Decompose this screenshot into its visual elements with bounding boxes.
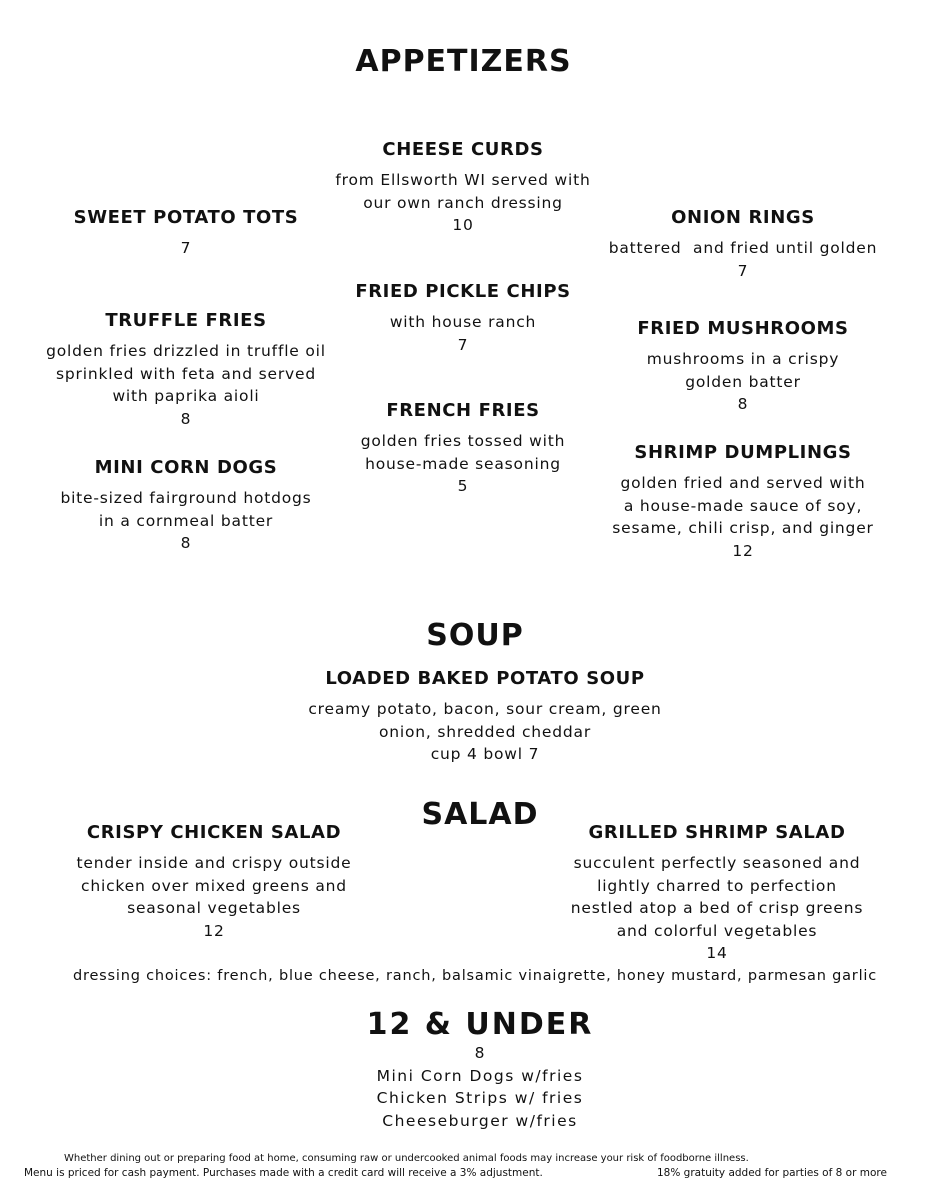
description-line: golden fried and served with <box>620 474 866 492</box>
description-line: lightly charred to perfection <box>597 876 837 895</box>
menu-item-mini-corn-dogs <box>36 457 336 555</box>
footer-gratuity-note: 18% gratuity added for parties of 8 or more <box>657 1167 887 1179</box>
menu-item-fried-mushrooms <box>593 318 893 416</box>
menu-item-shrimp-dumplings <box>593 442 893 562</box>
menu-item-truffle-fries <box>36 310 336 430</box>
description-line: a house-made sauce of soy, <box>623 496 863 515</box>
kids-heading: 12 & UNDER <box>366 1007 594 1042</box>
item-price: 8 <box>474 1044 486 1062</box>
list-item: Cheeseburger w/fries <box>382 1111 578 1130</box>
description-line: with paprika aioli <box>112 387 260 405</box>
menu-item-cheese-curds <box>314 139 612 237</box>
description-line: seasonal vegetables <box>127 899 301 917</box>
item-description <box>314 430 612 498</box>
item-price: 5 <box>457 477 469 495</box>
description-line: tender inside and crispy outside <box>76 854 352 872</box>
description-line: bite-sized fairground hotdogs <box>60 489 312 507</box>
item-description <box>64 852 364 942</box>
description-line: golden fries tossed with <box>360 432 566 450</box>
item-description <box>314 311 612 356</box>
item-title: TRUFFLE FRIES <box>105 310 267 331</box>
soup-heading: SOUP <box>426 618 524 653</box>
description-line: succulent perfectly seasoned and <box>573 854 861 872</box>
item-title: MINI CORN DOGS <box>94 457 278 478</box>
item-price: 8 <box>180 409 192 428</box>
item-description <box>36 487 336 555</box>
list-item: Chicken Strips w/ fries <box>376 1089 584 1107</box>
item-description <box>285 698 685 766</box>
description-line: our own ranch dressing <box>363 193 563 212</box>
item-price: 7 <box>180 239 192 257</box>
item-description <box>557 852 877 965</box>
item-title: SHRIMP DUMPLINGS <box>634 442 852 463</box>
menu-item-french-fries <box>314 400 612 498</box>
item-description <box>36 237 336 260</box>
item-description <box>593 348 893 416</box>
item-description <box>593 472 893 562</box>
menu-item-sweet-potato-tots <box>36 207 336 260</box>
item-title: CHEESE CURDS <box>382 139 544 160</box>
description-line: from Ellsworth WI served with <box>335 171 591 189</box>
item-price: 14 <box>706 944 728 962</box>
description-line: chicken over mixed greens and <box>81 876 347 895</box>
item-description <box>314 169 612 237</box>
list-item: Mini Corn Dogs w/fries <box>376 1066 584 1085</box>
description-line: sesame, chili crisp, and ginger <box>612 519 874 537</box>
item-price: 10 <box>452 216 474 234</box>
description-line: mushrooms in a crispy <box>646 350 840 368</box>
description-line: house-made seasoning <box>365 454 561 473</box>
menu-item-onion-rings <box>593 207 893 282</box>
description-line: sprinkled with feta and served <box>56 364 316 383</box>
item-title: ONION RINGS <box>671 207 815 228</box>
description-line: golden batter <box>685 372 801 391</box>
item-title: CRISPY CHICKEN SALAD <box>86 822 342 843</box>
item-title: SWEET POTATO TOTS <box>73 207 299 228</box>
description-line: onion, shredded cheddar <box>378 722 592 741</box>
menu-item-grilled-shrimp-salad <box>557 822 877 965</box>
item-price: 7 <box>737 261 749 280</box>
description-line: battered and fried until golden <box>608 239 878 257</box>
item-description <box>593 237 893 282</box>
item-title: GRILLED SHRIMP SALAD <box>588 822 846 843</box>
item-price: 7 <box>457 335 469 354</box>
description-line: in a cornmeal batter <box>98 511 274 530</box>
item-title: FRIED MUSHROOMS <box>637 318 849 339</box>
footer-payment-note: Menu is priced for cash payment. Purchases made with a credit card will receive a 3% adjustment. <box>24 1167 543 1179</box>
item-price: 12 <box>732 541 754 560</box>
item-price: 8 <box>737 395 749 413</box>
description-line: with house ranch <box>389 313 537 331</box>
item-price: 8 <box>180 534 192 552</box>
description-line: and colorful vegetables <box>616 921 818 940</box>
menu-item-crispy-chicken-salad <box>64 822 364 942</box>
description-line: cup 4 bowl 7 <box>430 745 540 763</box>
item-title: FRIED PICKLE CHIPS <box>355 281 571 302</box>
description-line: creamy potato, bacon, sour cream, green <box>308 700 662 718</box>
item-title: FRENCH FRIES <box>386 400 540 421</box>
description-line: nestled atop a bed of crisp greens <box>570 899 864 917</box>
description-line: golden fries drizzled in truffle oil <box>46 342 326 360</box>
salad-heading: SALAD <box>421 797 539 832</box>
appetizers-heading: APPETIZERS <box>355 44 572 79</box>
item-description <box>36 340 336 430</box>
kids-menu <box>0 1042 927 1132</box>
footer-disclaimer: Whether dining out or preparing food at home, consuming raw or undercooked animal foods may increase your risk of foodborne illness. <box>64 1153 749 1164</box>
menu-item-fried-pickle-chips <box>314 281 612 356</box>
menu-item-loaded-baked-potato-soup <box>285 668 685 766</box>
item-title: LOADED BAKED POTATO SOUP <box>325 668 645 689</box>
dressing-choices: dressing choices: french, blue cheese, ranch, balsamic vinaigrette, honey mustard, parmesan garlic <box>73 968 877 984</box>
item-price: 12 <box>203 921 225 940</box>
